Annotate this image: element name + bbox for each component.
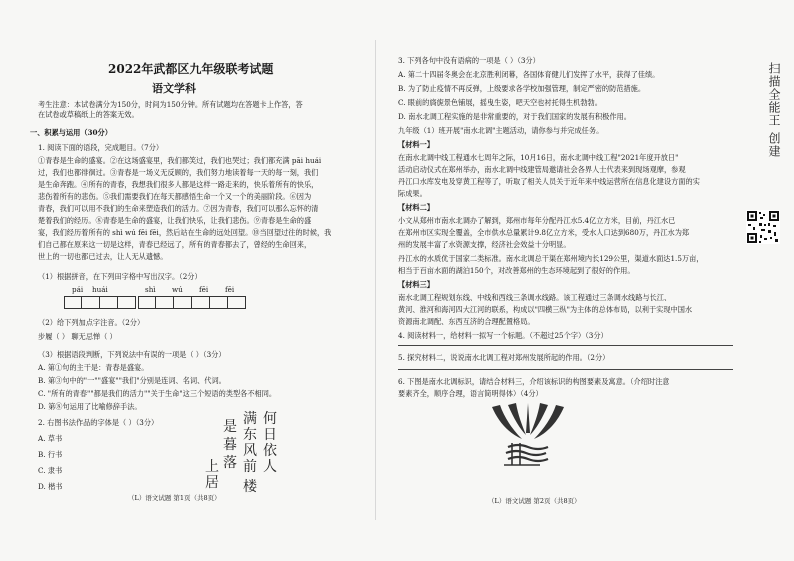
option-c: C. "所有的青春""都是我们的活力""关于生命"这三个短语的类型各不相同。	[38, 389, 277, 398]
material-line: 丹江口水库发电及穿黄工程等了，听取了相关人员关于近年来中线运营所在信息化建设方面的实	[398, 177, 700, 186]
question-2: 2. 右图书法作品的字体是（ ）（3分）	[38, 418, 159, 427]
pinyin-label: huái	[92, 285, 108, 294]
material-3-title: 【材料三】	[398, 280, 434, 289]
calligraphy-char: 人	[263, 459, 277, 475]
pinyin-label: pái	[72, 285, 84, 294]
question-1-2-items: 步履（ ） 聊无忌惮（ ）	[38, 332, 117, 341]
calligraphy-char: 落	[223, 455, 237, 471]
tianzige-cell[interactable]	[118, 296, 136, 309]
qr-code-icon[interactable]	[746, 210, 780, 244]
passage-line: 过，我们也都徘徊过。③青春是一场义无反顾的，我们努力地读着每一天的每一刻，我们	[38, 168, 319, 177]
calligraphy-image	[205, 412, 277, 502]
material-line: 资源南北调配、东西互济的合理配置格局。	[398, 317, 535, 326]
material-line: 相当于百亩水面的湖泊150个，对改善郑州的生态环境起到了很好的作用。	[398, 266, 635, 275]
calligraphy-char: 前	[243, 459, 257, 475]
calligraphy-char: 满	[243, 411, 257, 427]
page-1	[0, 0, 372, 561]
tianzige-cell[interactable]	[192, 296, 210, 309]
calligraphy-char: 暮	[223, 437, 237, 453]
material-line: 小文从郑州市南水北调办了解到，郑州市每年分配丹江水5.4亿立方米，目前，丹江水已	[398, 216, 676, 225]
notice-line-2: 在试卷或草稿纸上的答案无效。	[38, 110, 139, 119]
calligraphy-char: 是	[223, 419, 237, 435]
page-fold-divider	[375, 40, 376, 520]
tianzige-cell[interactable]	[156, 296, 174, 309]
passage-line: 楚着我们的经历。⑧青春是生命的盛宴，让我们快乐，让我们悲伤。⑨青春是生命的盛	[38, 216, 312, 225]
option-d: D. 南水北调工程实施的是非常重要的，对于我们国家的发展有积极作用。	[398, 112, 631, 121]
watermark-label: 扫描全能王 创建	[767, 62, 781, 158]
material-line: 黄河、淮河和海河四大江河的联系，构成以"四横三纵"为主体的总体布局，以利于实现中国水	[398, 305, 693, 314]
passage-line: 们自己都在原来这一切是这样，青春已经远了，所有的青春都去了，曾经的生命回来，	[38, 240, 312, 249]
question-1-2: （2）给下列加点字注音。（2分）	[38, 318, 145, 327]
activity-intro: 九年级（1）班开展"南水北调"主题活动，请你参与并完成任务。	[398, 126, 604, 135]
tianzige-cell[interactable]	[82, 296, 100, 309]
notice-line-1: 考生注意：本试卷满分为150分，时间为150分钟。所有试题均在答题卡上作答，答	[38, 100, 303, 109]
passage-line: ①青春是生命的盛宴。②在这场盛宴里，我们都笑过，我们也哭过；我们都充满 pāi huái	[38, 156, 322, 165]
calligraphy-char: 居	[205, 475, 219, 491]
question-4: 4. 阅读材料一，给材料一拟写一个标题。（不超过25个字）（3分）	[398, 331, 608, 340]
material-line: 活动启动仪式在郑州举办，南水北调中线建管局邀请社会各界人士代表来到现场观摩，参观	[398, 165, 686, 174]
tianzige-cell[interactable]	[174, 296, 192, 309]
tianzige-cell[interactable]	[64, 296, 82, 309]
option-a: A. 草书	[38, 434, 63, 443]
option-c: C. 眼前的旖旎景色铺展，摇曳生姿，吧天空也衬托得生机勃勃。	[398, 98, 602, 107]
question-5: 5. 探究材料二，说说南水北调工程对郑州发展所起的作用。（2分）	[398, 353, 610, 362]
question-1-1: （1）根据拼音，在下列田字格中写出汉字。（2分）	[38, 272, 202, 281]
tianzige-cell[interactable]	[228, 296, 246, 309]
passage-line: 悲伤着所有的悲伤。⑤我们需要我们在每天都感悟生命一个又一个的美丽阶段。⑥因为	[38, 192, 312, 201]
calligraphy-char: 东	[243, 427, 257, 443]
material-line: 丹江水的水质优于国家二类标准。南水北调总干渠在郑州境内长129公里，渠道水面达1.5万亩，	[398, 254, 704, 263]
calligraphy-char: 上	[205, 459, 219, 475]
answer-line[interactable]	[398, 345, 733, 346]
question-1-3: （3）根据语段判断，下列说法中有误的一项是（ ）（3分）	[38, 350, 226, 359]
calligraphy-char: 风	[243, 443, 257, 459]
page-2	[378, 0, 738, 561]
calligraphy-char: 何	[263, 411, 277, 427]
question-3: 3. 下列各句中没有语病的一项是（ ）（3分）	[398, 56, 540, 65]
pinyin-label: fēi	[225, 285, 235, 294]
option-c: C. 隶书	[38, 466, 63, 475]
material-line: 在郑州市区实现全覆盖，全市供水总量累计9.8亿立方米，受水人口达到680万，丹江水为郑	[398, 228, 690, 237]
page-footer: （L）语文试题 第1页（共8页）	[128, 494, 221, 502]
passage-line: 宴，我们经历着所有的 shì wú fēi fēi，然后站在生命的远处回望。⑩当回望过往的时候，我	[38, 228, 332, 237]
option-b: B. 行书	[38, 450, 63, 459]
pinyin-label: fēi	[199, 285, 209, 294]
exam-title: 2022年武都区九年级联考试题	[108, 62, 274, 76]
passage-line: 青春，我们可以用不我们的生命来塑造我们的活力。⑦因为青春，我们可以那么忘怀的清	[38, 204, 319, 213]
passage-line: 是生命奔跑。④所有的青春，我想我们很多人都是这样一路走来的，快乐着所有的快乐，	[38, 180, 319, 189]
material-2-title: 【材料二】	[398, 203, 434, 212]
page-footer: （L）语文试题 第2页（共8页）	[488, 497, 581, 505]
tianzige-cell[interactable]	[100, 296, 118, 309]
exam-subtitle: 语文学科	[152, 82, 196, 95]
pinyin-label: wú	[172, 285, 183, 294]
material-1-title: 【材料一】	[398, 140, 434, 149]
pinyin-label: shì	[145, 285, 156, 294]
tianzige-grid-1[interactable]	[64, 296, 136, 309]
material-line: 州的发展丰富了水资源支撑，经济社会效益十分明显。	[398, 240, 571, 249]
question-1: 1. 阅读下面的语段，完成题目。（7分）	[38, 143, 164, 152]
passage-line: 世上的一切也都已过去，让人无从遗憾。	[38, 252, 168, 261]
option-b: B. 第③句中的"一""盛宴""我们"分别是连词、名词、代词。	[38, 376, 226, 385]
option-d: D. 楷书	[38, 482, 63, 491]
tianzige-cell[interactable]	[210, 296, 228, 309]
option-b: B. 为了防止疫情不再反弹，上级要求各学校加强管理，制定严密的防范措施。	[398, 84, 646, 93]
tianzige-cell[interactable]	[138, 296, 156, 309]
answer-line[interactable]	[398, 369, 733, 370]
calligraphy-char: 楼	[243, 479, 257, 495]
option-a: A. 第二十四届冬奥会在北京胜利闭幕，各国体育健儿们发挥了水平，获得了佳绩。	[398, 70, 660, 79]
calligraphy-char: 日	[263, 427, 277, 443]
calligraphy-char: 依	[263, 443, 277, 459]
material-line: 南水北调工程规划东线、中线和西线三条调水线路。该工程通过三条调水线路与长江、	[398, 293, 672, 302]
material-line: 在南水北调中线工程通水七周年之际，10月16日，南水北调中线工程"2021年度开放日"	[398, 153, 679, 162]
south-north-water-logo-icon	[478, 403, 578, 471]
question-6-line: 要素齐全，顺序合理，语言简明得体）（4分）	[398, 389, 543, 398]
question-6-line: 6. 下图是南水北调标识，请结合材料三，介绍该标识的构图要素及寓意。（介绍时注意	[398, 377, 670, 386]
material-line: 际成果。	[398, 189, 427, 198]
tianzige-grid-2[interactable]	[138, 296, 246, 309]
section-1-heading: 一、积累与运用（30分）	[30, 128, 112, 137]
option-a: A. 第①句的主干是：青春是盛宴。	[38, 363, 149, 372]
scanner-watermark	[746, 62, 788, 252]
option-d: D. 第⑧句运用了比喻修辞手法。	[38, 402, 142, 411]
